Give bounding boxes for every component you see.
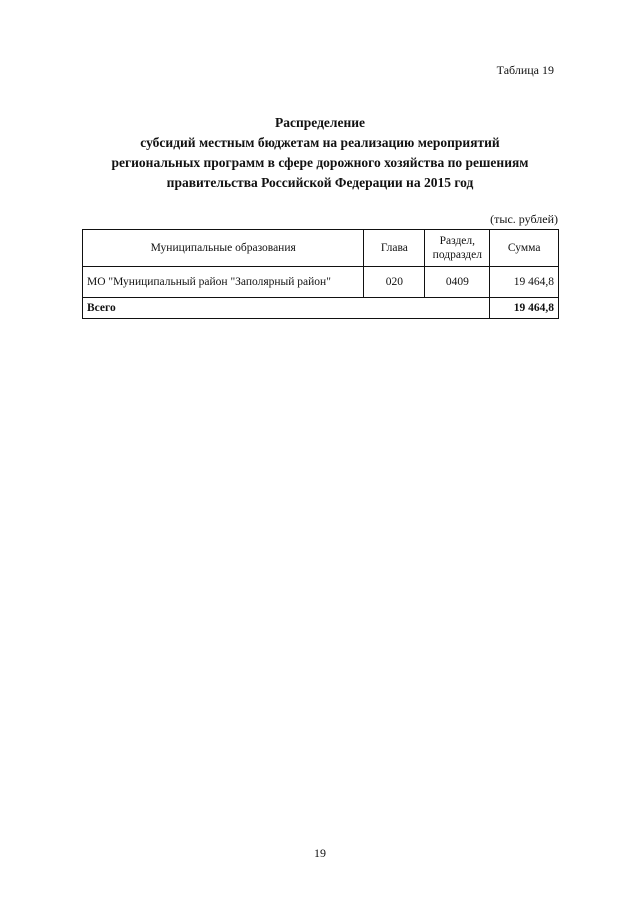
total-label: Всего [83,298,490,319]
header-section-line1: Раздел, [439,235,476,247]
table-total-row [83,298,559,319]
subsidies-table [82,229,559,319]
title-line-2: субсидий местным бюджетам на реализацию мероприятий [140,135,500,150]
table-header-row [83,230,559,267]
row-chapter: 020 [364,267,425,298]
document-title [80,113,560,193]
row-sum: 19 464,8 [490,267,559,298]
header-municipalities: Муниципальные образования [83,230,364,267]
title-line-4: правительства Российской Федерации на 2015 год [166,175,474,190]
row-municipality-name: МО "Муниципальный район "Заполярный район" [83,267,364,298]
table-number-label: Таблица 19 [496,63,554,77]
header-sum: Сумма [490,230,559,267]
header-section-line2: подраздел [432,249,482,261]
units-label: (тыс. рублей) [490,212,558,226]
title-line-3: региональных программ в сфере дорожного хозяйства по решениям [111,155,529,170]
row-section: 0409 [425,267,490,298]
total-sum: 19 464,8 [490,298,559,319]
title-line-1: Распределение [274,115,366,130]
header-section [425,230,490,267]
table-row [83,267,559,298]
header-chapter: Глава [364,230,425,267]
page-number: 19 [314,846,326,860]
